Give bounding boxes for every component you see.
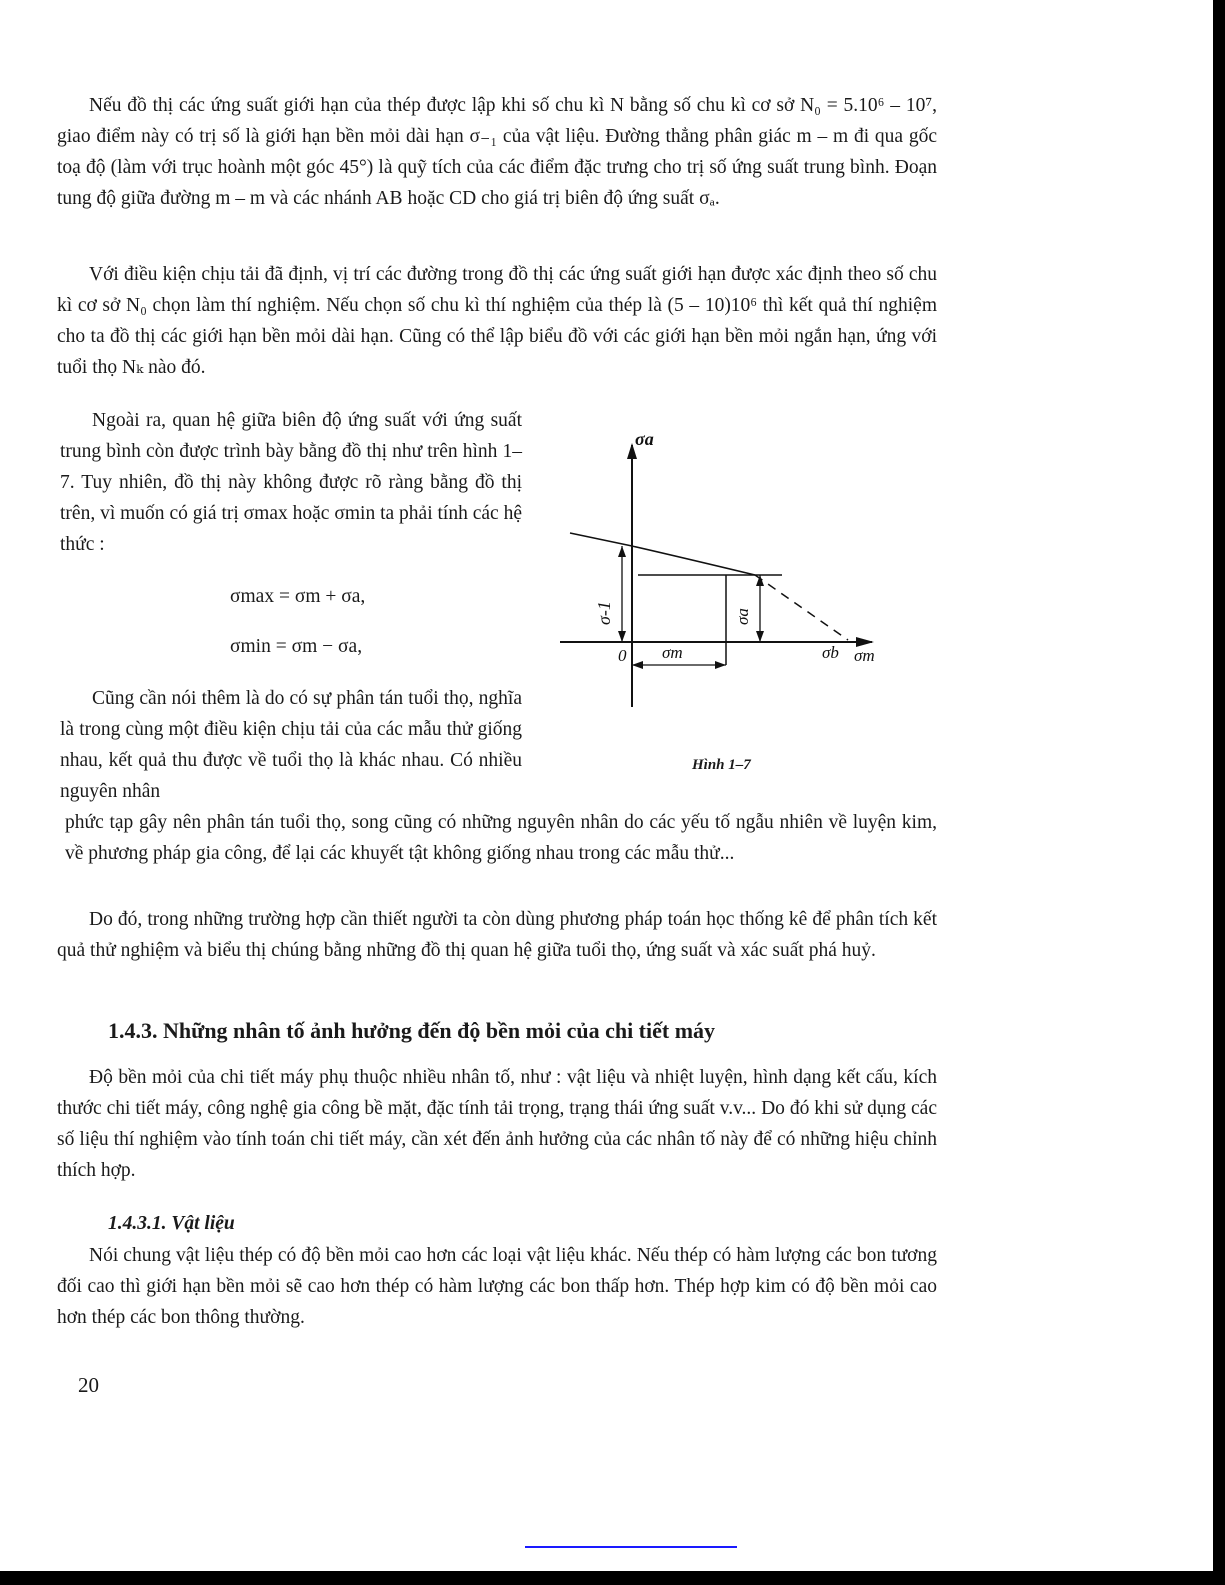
paragraph-4-head: Cũng cần nói thêm là do có sự phân tán tuổi thọ, nghĩa là trong cùng một điều kiện chịu tải của các mẫu thử giống nhau, kết quả thu được về tuổi thọ là khác nhau. Có nhiều nguyên nhân (60, 688, 522, 802)
scan-edge-right (1213, 0, 1225, 1585)
label-sigma-a-segment: σa (733, 608, 752, 625)
label-origin: 0 (618, 646, 627, 665)
limit-curve (632, 546, 755, 575)
section-heading: 1.4.3. Những nhân tố ảnh hưởng đến độ bền mỏi của chi tiết máy (108, 1018, 716, 1043)
paragraph-5: Do đó, trong những trường hợp cần thiết người ta còn dùng phương pháp toán học thống kê để phân tích kết quả thử nghiệm và biểu thị chúng bằng những đồ thị quan hệ giữa tuổi thọ, ứng suất và xác suất phá huỷ. (57, 909, 937, 961)
paragraph-2: Với điều kiện chịu tải đã định, vị trí các đường trong đồ thị các ứng suất giới hạn được xác định theo số chu kì cơ sở N₀ chọn làm thí nghiệm. Nếu chọn số chu kì thí nghiệm của thép là (5 – 10)10⁶ thì kết quả thí nghiệm cho ta đồ thị các giới hạn bền mỏi dài hạn. Cũng có thể lập biểu đồ với các giới hạn bền mỏi ngắn hạn, ứng với tuổi thọ Nₖ nào đó. (57, 264, 937, 378)
scan-edge-bottom (0, 1571, 1225, 1585)
figure-caption: Hình 1–7 (692, 757, 751, 773)
paragraph-1: Nếu đồ thị các ứng suất giới hạn của thép được lập khi số chu kì N bằng số chu kì cơ sở N₀ = 5.10⁶ – 10⁷, giao điểm này có trị số là giới hạn bền mỏi dài hạn σ₋₁ của vật liệu. Đường thẳng phân giác m – m đi qua gốc toạ độ (làm với trục hoành một góc 45°) là quỹ tích của các điểm đặc trưng cho trị số ứng suất trung bình. Đoạn tung độ giữa đường m – m và các nhánh AB hoặc CD cho giá trị biên độ ứng suất σₐ. (57, 95, 937, 209)
equation-sigma-max: σmax = σm + σa, (230, 586, 366, 607)
figure-1-7 (560, 425, 890, 715)
equation-sigma-min: σmin = σm − σa, (230, 636, 363, 657)
dim-arrow-left-icon (632, 661, 643, 669)
label-sigma-b: σb (822, 643, 839, 662)
paragraph-4-tail: phức tạp gây nên phân tán tuổi thọ, song cũng có những nguyên nhân do các yếu tố ngẫu nhiên về luyện kim, về phương pháp gia công, để lại các khuyết tật không giống nhau trong các mẫu thử... (65, 812, 937, 864)
label-y-axis: σa (635, 429, 654, 449)
paragraph-7: Nói chung vật liệu thép có độ bền mỏi cao hơn các loại vật liệu khác. Nếu thép có hàm lượng các bon tương đối cao thì giới hạn bền mỏi sẽ cao hơn thép có hàm lượng các bon thấp hơn. Thép hợp kim có độ bền mỏi cao hơn thép các bon thông thường. (57, 1245, 937, 1328)
dim-arrow-down-icon (756, 631, 764, 642)
subsection-heading: 1.4.3.1. Vật liệu (108, 1213, 235, 1234)
label-sigma-m-segment: σm (662, 643, 683, 662)
dim-arrow-right-icon (715, 661, 726, 669)
page-number: 20 (78, 1373, 99, 1397)
limit-line-dashed (755, 575, 848, 640)
link-underline[interactable] (525, 1546, 737, 1548)
limit-line-left (570, 533, 632, 546)
label-sigma-minus1: σ-1 (594, 601, 614, 625)
paragraph-6: Độ bền mỏi của chi tiết máy phụ thuộc nhiều nhân tố, như : vật liệu và nhiệt luyện, hình dạng kết cấu, kích thước chi tiết máy, công nghệ gia công bề mặt, đặc tính tải trọng, trạng thái ứng suất v.v... Do đó khi sử dụng các số liệu thí nghiệm vào tính toán chi tiết máy, cần xét đến ảnh hưởng của các nhân tố này để có những hiệu chỉnh thích hợp. (57, 1067, 937, 1181)
label-x-axis: σm (854, 646, 875, 665)
paragraph-3: Ngoài ra, quan hệ giữa biên độ ứng suất với ứng suất trung bình còn được trình bày bằng đồ thị như trên hình 1–7. Tuy nhiên, đồ thị này không được rõ ràng bằng đồ thị trên, vì muốn có giá trị σmax hoặc σmin ta phải tính các hệ thức : (60, 410, 522, 555)
dim-arrow-up-icon (618, 546, 626, 557)
dim-arrow-down-icon (618, 631, 626, 642)
